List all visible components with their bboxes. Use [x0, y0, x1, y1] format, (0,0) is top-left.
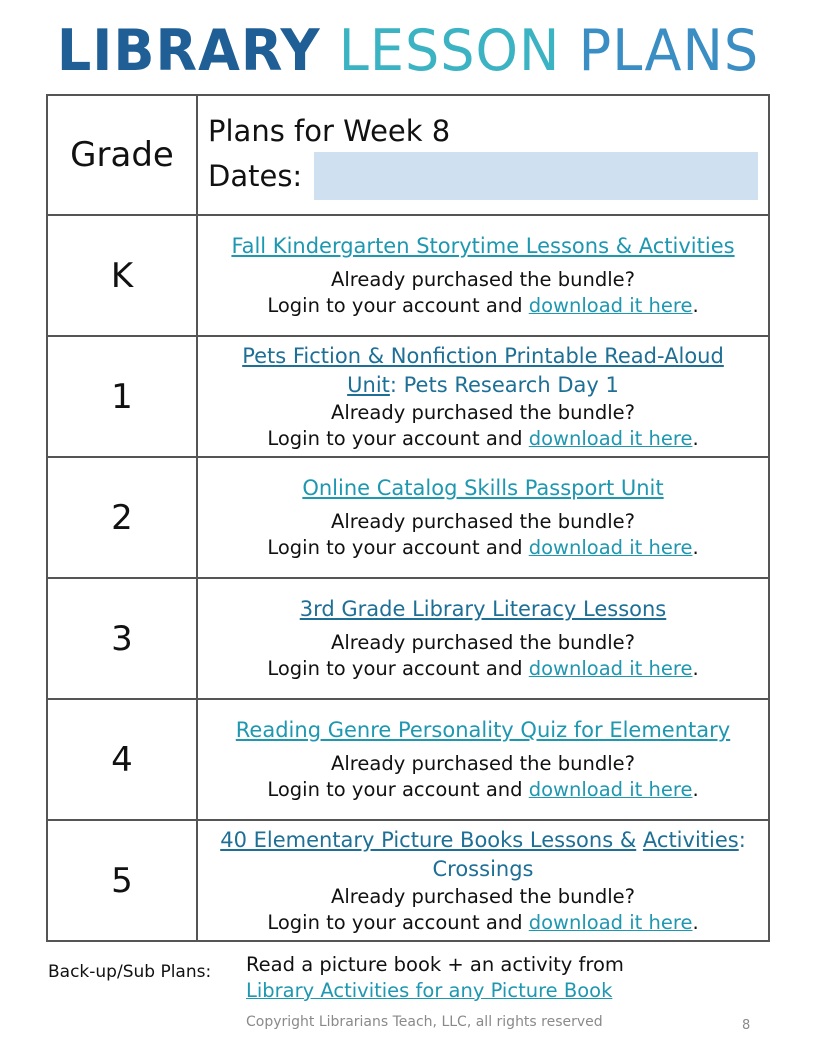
download-link[interactable]: download it here — [528, 294, 693, 317]
login-text: Login to your account and — [267, 657, 529, 680]
login-text: Login to your account and — [267, 778, 529, 801]
table-row — [47, 699, 769, 820]
login-note — [198, 777, 768, 803]
table-row — [47, 336, 769, 457]
purchase-note: Already purchased the bundle? — [331, 752, 635, 775]
backup-link[interactable]: Library Activities for any Picture Book — [246, 979, 613, 1002]
lesson-link[interactable]: 40 Elementary Picture Books Lessons & — [220, 827, 637, 852]
login-text: Login to your account and — [267, 910, 529, 934]
login-note — [198, 535, 768, 561]
login-note — [198, 656, 768, 682]
purchase-note: Already purchased the bundle? — [331, 400, 635, 424]
copyright: Copyright Librarians Teach, LLC, all rights reserved — [246, 1014, 603, 1030]
title-lesson: LESSON — [338, 17, 561, 84]
grade-cell: 2 — [47, 457, 197, 578]
purchase-note: Already purchased the bundle? — [331, 884, 635, 908]
lesson-cell — [197, 215, 769, 336]
lesson-subtitle: Crossings — [432, 856, 534, 881]
period: . — [692, 778, 699, 801]
lesson-cell — [197, 699, 769, 820]
backup-text-block — [246, 952, 624, 1004]
table-row — [47, 820, 769, 941]
login-text: Login to your account and — [267, 294, 529, 317]
table-row — [47, 578, 769, 699]
dates-label: Dates: — [208, 159, 303, 193]
lesson-link-activities[interactable]: Activities — [642, 827, 739, 852]
login-note — [198, 426, 768, 452]
page-title — [0, 14, 816, 88]
plans-label: Plans for Week 8 — [208, 114, 451, 148]
dates-field[interactable] — [314, 152, 758, 200]
lesson-link[interactable]: Fall Kindergarten Storytime Lessons & Activities — [231, 234, 735, 258]
login-note — [198, 910, 768, 936]
backup-label: Back-up/Sub Plans: — [48, 962, 212, 982]
download-link[interactable]: download it here — [528, 657, 693, 680]
page-number: 8 — [742, 1018, 751, 1033]
period: . — [692, 910, 699, 934]
grade-header: Grade — [47, 95, 197, 215]
lesson-cell — [197, 820, 769, 941]
grade-cell: 1 — [47, 336, 197, 457]
title-plans: PLANS — [578, 17, 760, 84]
grade-cell: 5 — [47, 820, 197, 941]
lesson-suffix: : — [738, 827, 746, 852]
purchase-note: Already purchased the bundle? — [331, 510, 635, 533]
purchase-note: Already purchased the bundle? — [331, 631, 635, 654]
lesson-link[interactable]: 3rd Grade Library Literacy Lessons — [299, 597, 667, 621]
period: . — [692, 657, 699, 680]
download-link[interactable]: download it here — [528, 778, 693, 801]
backup-text: Read a picture book + an activity from — [246, 953, 624, 976]
lesson-link[interactable]: Pets Fiction & Nonfiction Printable Read-Aloud — [242, 343, 724, 368]
login-note — [198, 293, 768, 319]
table-header-row — [47, 95, 769, 215]
download-link[interactable]: download it here — [528, 910, 693, 934]
grade-cell: K — [47, 215, 197, 336]
table-row — [47, 215, 769, 336]
lesson-link[interactable]: Online Catalog Skills Passport Unit — [302, 476, 664, 500]
download-link[interactable]: download it here — [528, 426, 693, 450]
period: . — [692, 294, 699, 317]
lesson-cell — [197, 336, 769, 457]
grade-cell: 3 — [47, 578, 197, 699]
lesson-suffix: : Pets Research Day 1 — [389, 372, 619, 397]
lesson-cell — [197, 457, 769, 578]
period: . — [692, 536, 699, 559]
download-link[interactable]: download it here — [528, 536, 693, 559]
lesson-link-unit[interactable]: Unit — [347, 372, 390, 397]
lesson-plan-table — [46, 94, 770, 942]
grade-cell: 4 — [47, 699, 197, 820]
lesson-cell — [197, 578, 769, 699]
login-text: Login to your account and — [267, 426, 529, 450]
login-text: Login to your account and — [267, 536, 529, 559]
period: . — [692, 426, 699, 450]
title-library: LIBRARY — [56, 17, 321, 84]
lesson-link[interactable]: Reading Genre Personality Quiz for Elementary — [235, 718, 731, 742]
dates-row — [208, 152, 768, 200]
week-header — [197, 95, 769, 215]
table-row — [47, 457, 769, 578]
purchase-note: Already purchased the bundle? — [331, 268, 635, 291]
